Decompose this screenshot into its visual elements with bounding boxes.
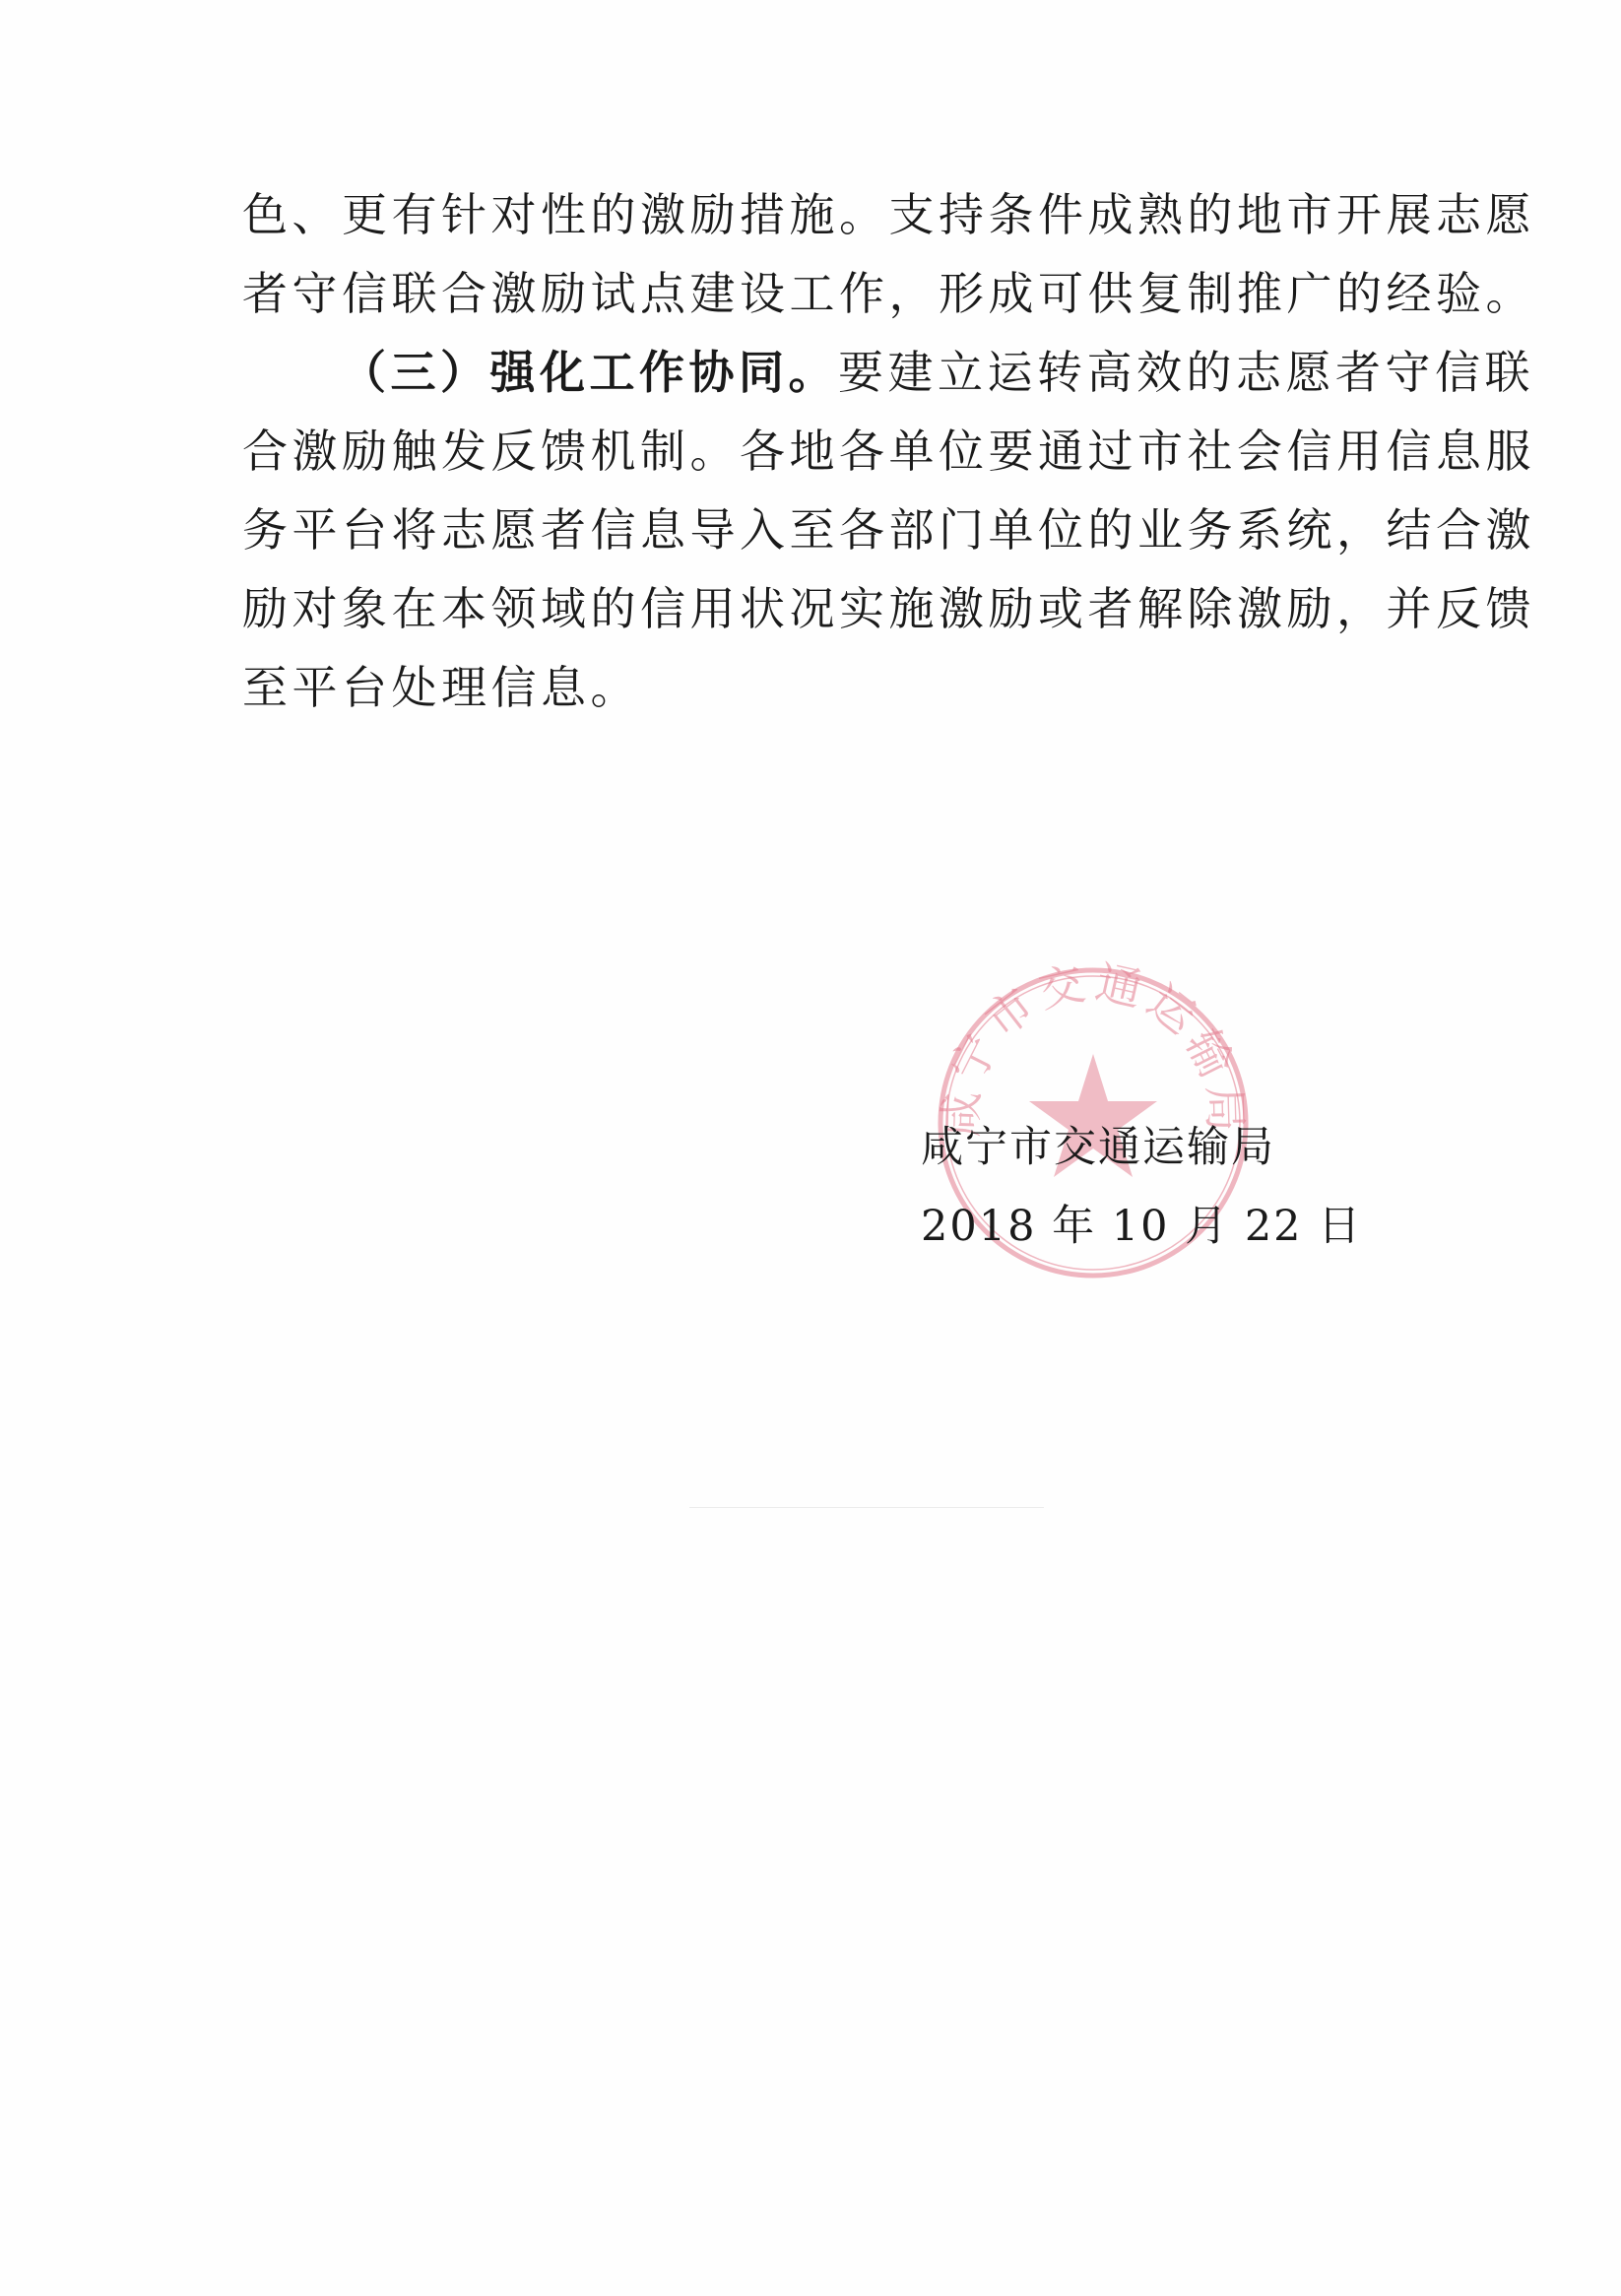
paragraph-1-line-2: 者守信联合激励试点建设工作，形成可供复制推广的经验。 [242,267,1535,320]
paragraph-2-line-1 [242,333,1534,412]
document-body [242,175,1535,727]
paragraph-2-line-3: 务平台将志愿者信息导入至各部门单位的业务系统，结合激 [242,503,1535,557]
paragraph-2-line-4: 励对象在本领域的信用状况实施激励或者解除激励，并反馈 [242,582,1535,635]
paragraph-2-line-2: 合激励触发反馈机制。各地各单位要通过市社会信用信息服 [242,425,1535,478]
paragraph-2-line-1-text: 要建立运转高效的志愿者守信联 [838,346,1534,399]
paragraph-1-line-1: 色、更有针对性的激励措施。支持条件成熟的地市开展志愿 [242,188,1535,241]
issuing-organization: 咸宁市交通运输局 [921,1123,1275,1172]
seal-text: 咸宁市交通运输局 [934,960,1253,1139]
scan-artifact-line [689,1507,1044,1508]
section-heading: （三）强化工作协同。 [341,346,838,399]
signature-block [921,1108,1362,1266]
paragraph-2-line-5: 至平台处理信息。 [242,661,640,714]
issue-date: 2018 年 10 月 22 日 [921,1202,1363,1251]
